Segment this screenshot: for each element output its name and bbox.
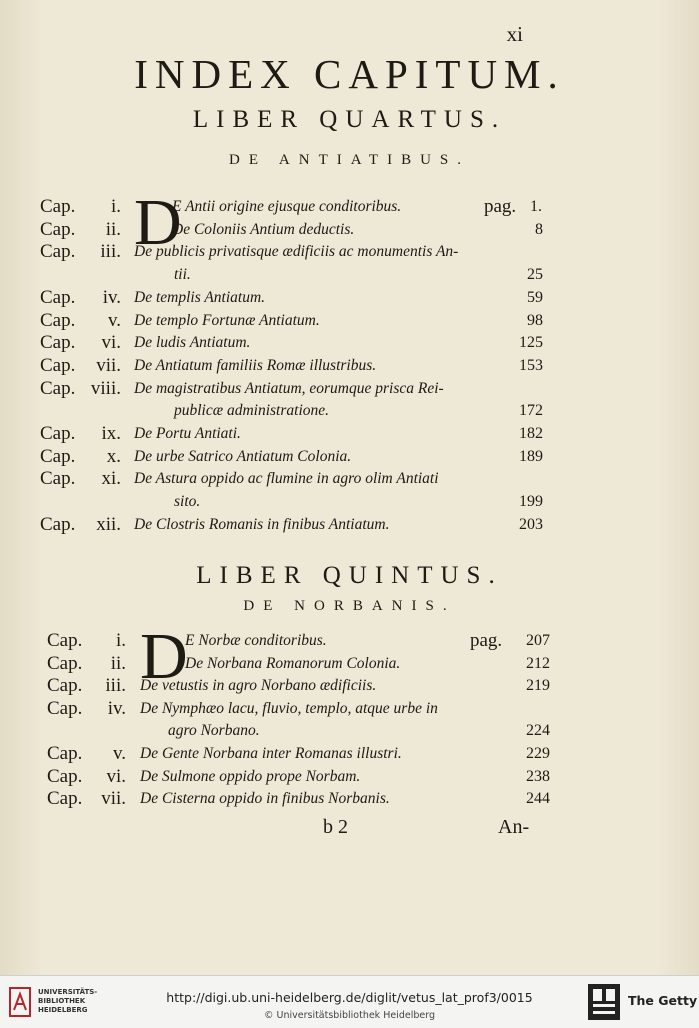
book5-subheading: DE NORBANIS. <box>243 598 456 614</box>
chapter-title: De templis Antiatum. <box>134 288 266 306</box>
chapter-title: De magistratibus Antiatum, eorumque prisca Rei- <box>134 379 444 397</box>
chapter-label: Cap. <box>47 652 83 674</box>
chapter-label: Cap. <box>47 788 83 810</box>
page-reference: 219 <box>526 677 550 695</box>
chapter-number: xii. <box>96 513 121 535</box>
chapter-title: De Cisterna oppido in finibus Norbanis. <box>140 790 390 808</box>
chapter-label: Cap. <box>40 332 76 354</box>
page-reference: 182 <box>519 425 543 442</box>
chapter-label: Cap. <box>40 423 76 444</box>
chapter-number: x. <box>106 445 121 467</box>
chapter-number: vi. <box>106 765 126 787</box>
chapter-title: E Antii origine ejusque conditoribus. <box>172 198 402 215</box>
catchword: An- <box>498 816 530 838</box>
page-label: pag. <box>484 196 517 217</box>
chapter-title: De ludis Antiatum. <box>134 334 251 352</box>
chapter-label: Cap. <box>40 241 76 263</box>
chapter-title: De Astura oppido ac flumine in agro olim Antiati <box>134 470 439 488</box>
chapter-row <box>0 675 699 699</box>
chapter-label: Cap. <box>40 218 76 240</box>
chapter-label: Cap. <box>47 765 83 787</box>
chapter-row <box>0 423 699 447</box>
page-reference: 125 <box>519 334 543 352</box>
chapter-row <box>0 219 699 243</box>
chapter-title: De vetustis in agro Norbano ædificiis. <box>140 677 377 695</box>
getty-label[interactable]: The Getty <box>628 993 698 1008</box>
chapter-label: Cap. <box>47 697 83 719</box>
permalink-url[interactable]: http://digi.ub.uni-heidelberg.de/diglit/vetus_lat_prof3/0015 <box>166 990 533 1005</box>
drop-capital: D <box>140 620 188 693</box>
page-reference: 153 <box>519 356 543 374</box>
page-reference: 212 <box>526 654 550 672</box>
chapter-row <box>0 287 699 311</box>
chapter-title: E Norbæ conditoribus. <box>185 632 327 649</box>
chapter-title: De Coloniis Antium deductis. <box>172 220 355 238</box>
page-reference: 172 <box>519 402 543 420</box>
chapter-title: publicæ administratione. <box>174 402 329 420</box>
page-reference: 59 <box>527 288 543 306</box>
book5-heading: LIBER QUINTUS. <box>196 562 503 589</box>
chapter-number: vi. <box>101 332 121 354</box>
chapter-row <box>0 241 699 265</box>
index-title: INDEX CAPITUM. <box>134 51 565 97</box>
chapter-title: De Portu Antiati. <box>134 425 241 442</box>
chapter-row <box>0 743 699 767</box>
chapter-label: Cap. <box>40 445 76 467</box>
book4-heading: LIBER QUARTUS. <box>192 106 507 133</box>
page-reference: 229 <box>526 745 550 762</box>
chapter-number: iv. <box>107 697 126 719</box>
chapter-row <box>0 332 699 356</box>
chapter-label: Cap. <box>40 377 76 399</box>
chapter-row <box>0 630 699 654</box>
chapter-number: vii. <box>96 354 121 376</box>
chapter-number: i. <box>115 630 126 651</box>
chapter-row <box>0 653 699 677</box>
chapter-label: Cap. <box>47 743 83 764</box>
chapter-number: viii. <box>90 377 121 399</box>
chapter-row <box>0 446 699 470</box>
chapter-row <box>0 400 699 424</box>
drop-capital: D <box>134 186 182 259</box>
chapter-title: De Antiatum familiis Romæ illustribus. <box>134 356 377 374</box>
library-name: UNIVERSITÄTS- BIBLIOTHEK HEIDELBERG <box>38 988 98 1014</box>
signature-mark: b 2 <box>323 816 348 838</box>
page-reference: 1. <box>530 198 542 215</box>
chapter-row <box>0 766 699 790</box>
page-reference: 8 <box>535 220 543 238</box>
chapter-row <box>0 788 699 812</box>
chapter-title: De Nymphæo lacu, fluvio, templo, atque urbe in <box>140 699 438 717</box>
chapter-number: ii. <box>105 218 121 240</box>
chapter-number: iii. <box>105 675 126 697</box>
chapter-number: v. <box>107 309 121 331</box>
chapter-number: i. <box>110 196 121 217</box>
page-reference: 199 <box>519 493 543 511</box>
viewer-footer <box>0 975 699 1028</box>
chapter-title: De Norbana Romanorum Colonia. <box>185 654 401 672</box>
getty-logo-icon[interactable] <box>588 984 620 1020</box>
chapter-number: ix. <box>101 423 121 444</box>
chapter-label: Cap. <box>40 513 76 535</box>
page-reference: 238 <box>526 767 550 785</box>
page-label: pag. <box>470 630 503 651</box>
chapter-title: De Gente Norbana inter Romanas illustri. <box>140 745 402 762</box>
folio-number: xi <box>506 22 523 46</box>
chapter-label: Cap. <box>40 196 76 217</box>
chapter-number: xi. <box>101 468 121 490</box>
chapter-row <box>0 468 699 492</box>
page-reference: 189 <box>519 447 543 465</box>
chapter-row <box>0 720 699 744</box>
chapter-title: De templo Fortunæ Antiatum. <box>134 311 320 329</box>
chapter-number: iv. <box>102 286 121 308</box>
copyright-notice: © Universitätsbibliothek Heidelberg <box>263 1010 435 1021</box>
chapter-row <box>0 310 699 334</box>
chapter-title: De publicis privatisque ædificiis ac monumentis An- <box>134 243 459 261</box>
page-reference: 207 <box>526 632 550 649</box>
chapter-number: iii. <box>100 241 121 263</box>
chapter-number: vii. <box>101 788 126 810</box>
chapter-row <box>0 355 699 379</box>
chapter-row <box>0 698 699 722</box>
book4-subheading: DE ANTIATIBUS. <box>229 152 470 168</box>
chapter-title: De urbe Satrico Antiatum Colonia. <box>134 447 352 465</box>
chapter-row <box>0 378 699 402</box>
chapter-label: Cap. <box>40 309 76 331</box>
chapter-row <box>0 264 699 288</box>
chapter-label: Cap. <box>47 675 83 697</box>
chapter-label: Cap. <box>40 286 76 308</box>
chapter-number: ii. <box>110 652 126 674</box>
chapter-label: Cap. <box>47 630 83 651</box>
chapter-title: tii. <box>174 266 191 284</box>
page-reference: 244 <box>526 790 550 808</box>
chapter-row <box>0 196 699 220</box>
chapter-number: v. <box>112 743 126 764</box>
chapter-title: sito. <box>174 493 201 511</box>
page-reference: 98 <box>527 311 543 329</box>
chapter-title: De Sulmone oppido prope Norbam. <box>140 767 361 785</box>
chapter-row <box>0 514 699 538</box>
page-reference: 25 <box>527 266 543 284</box>
chapter-row <box>0 491 699 515</box>
page-reference: 224 <box>526 722 550 740</box>
chapter-label: Cap. <box>40 354 76 376</box>
chapter-label: Cap. <box>40 468 76 490</box>
page-reference: 203 <box>519 515 543 533</box>
chapter-title: agro Norbano. <box>168 722 260 740</box>
chapter-title: De Clostris Romanis in finibus Antiatum. <box>134 515 390 533</box>
